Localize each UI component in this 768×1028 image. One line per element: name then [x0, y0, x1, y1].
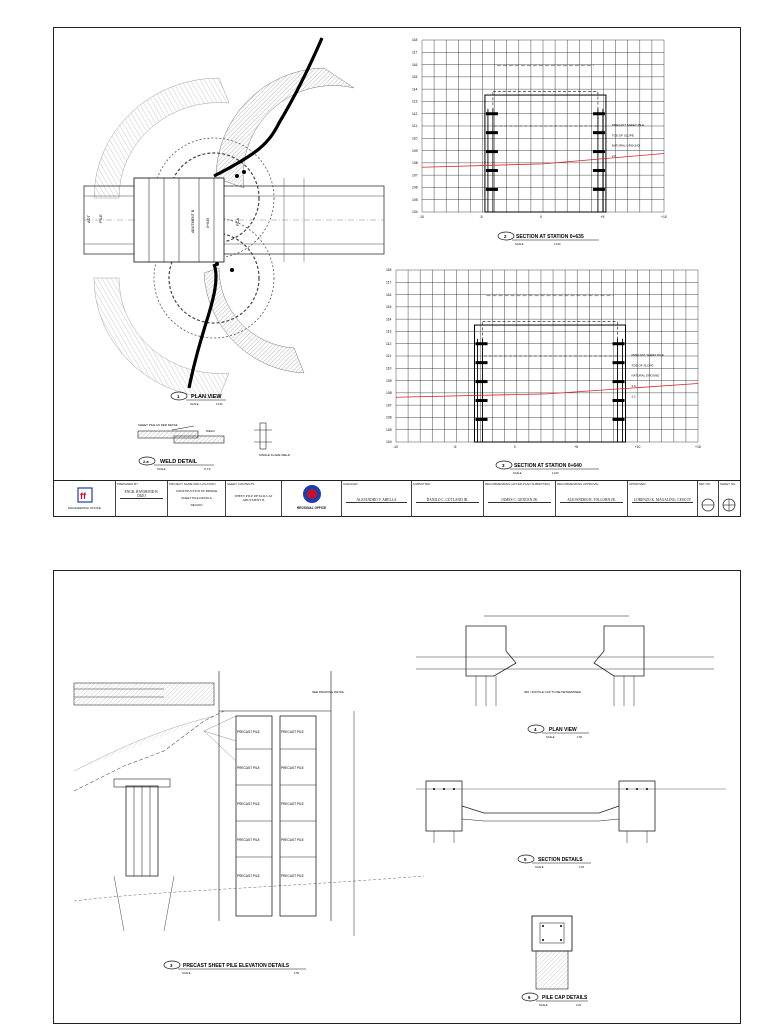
- pile-label-7: PRECAST PILE: [237, 838, 260, 842]
- pile-label-9: PRECAST PILE: [237, 874, 260, 878]
- plan-label-station: 0+635: [206, 217, 210, 228]
- plan-view-number: 1: [177, 394, 180, 399]
- approved-cell: [628, 481, 698, 517]
- section-0640-x-tick: +10: [634, 445, 641, 449]
- section-0635-rebar-mark: [593, 188, 605, 191]
- weld-detail-scale-label: SCALE: [157, 468, 166, 471]
- pile-cap-scale-label: SCALE: [539, 1004, 548, 1007]
- section-0635-y-tick: 111: [412, 124, 418, 129]
- elevation-number: 3: [170, 963, 173, 968]
- section-0635-scale-value: 1:100: [554, 243, 561, 246]
- section-0640-natural-ground-line: [396, 384, 698, 398]
- section-0640-y-tick: 104: [386, 440, 392, 445]
- plan-label-adt: ADT: [86, 215, 91, 223]
- approved-by-name: LORENZO K. MAGALING, CESO IV: [633, 498, 692, 502]
- section-0635-y-tick: 106: [412, 185, 418, 190]
- section-0635-title: SECTION AT STATION 0+635: [516, 234, 584, 240]
- section-0640-x-tick: +5: [574, 445, 579, 449]
- pile-label-2: PRECAST PILE: [281, 730, 304, 734]
- plan-view-4-drawing: [416, 616, 714, 706]
- drawing-sheet-1: [53, 27, 741, 517]
- project-line-3: REGION: [190, 503, 203, 507]
- checked-by-name: ALEJANDRO V. ABELLA: [346, 498, 407, 503]
- section-5-scale-label: SCALE: [535, 866, 544, 869]
- elevation-scale-label: SCALE: [182, 972, 191, 975]
- sheet-contents-text: SHEET PILE DETAILS AT ABUTMENT B: [234, 494, 273, 502]
- section-0635-rebar-mark: [486, 188, 498, 191]
- section-0635-rebar-mark: [593, 112, 605, 115]
- section-0640-deck: [483, 322, 618, 356]
- section-0635-x-tick: 0: [540, 215, 542, 219]
- section-0640-rebar-mark: [613, 342, 625, 345]
- prepared-by-name: ENGR. RAYMOND B. DIZO: [120, 490, 163, 499]
- section-0635-x-tick: +10: [661, 215, 667, 219]
- section-0635-rebar-mark: [486, 169, 498, 172]
- elevation-caption: [164, 961, 306, 975]
- section-0640-rebar-mark: [613, 380, 625, 383]
- pile-label-8: PRECAST PILE: [281, 838, 304, 842]
- checked-heading: CHECKED: [343, 482, 358, 486]
- weld-note-weld: WELD: [206, 429, 215, 433]
- recommending-approval-cell: [556, 481, 628, 517]
- section-0635-y-tick: 108: [412, 161, 418, 166]
- section-0635-y-tick: 107: [412, 173, 418, 178]
- section-details-caption: [518, 855, 591, 869]
- plan-4-note: 300 / 300 PILE CAP TO BE DETERMINED: [524, 690, 582, 694]
- section-0640-rebar-mark: [476, 380, 488, 383]
- elevation-scale-value: 1:50: [294, 972, 300, 975]
- section-0640-x-tick: -5: [453, 445, 457, 449]
- prepared-by-cell: [116, 481, 168, 517]
- plan-view-4-caption: [528, 725, 589, 739]
- section-0635-note: TOE OF SLOPE: [611, 133, 634, 138]
- section-0635-rebar-mark: [593, 169, 605, 172]
- plan-view-scale-label: SCALE: [190, 403, 199, 406]
- section-0640-x-tick: -10: [393, 445, 398, 449]
- section-0640-drawing: [386, 268, 701, 449]
- recommending-cell: [484, 481, 556, 517]
- submitted-cell: [412, 481, 484, 517]
- recommending-approval-heading: RECOMMENDING APPROVAL: [557, 482, 599, 486]
- section-0640-title: SECTION AT STATION 0+640: [514, 463, 582, 469]
- weld-note-flare: SINGLE FLARE WELD: [259, 453, 291, 457]
- svg-text:ff: ff: [80, 491, 86, 501]
- section-0635-rebar-mark: [486, 131, 498, 134]
- pile-cap-title: PILE CAP DETAILS: [542, 995, 588, 1001]
- section-0640-structure: [475, 325, 626, 442]
- section-0640-y-tick: 113: [386, 329, 392, 334]
- elevation-title: PRECAST SHEET PILE ELEVATION DETAILS: [183, 963, 290, 969]
- weld-note-sheet-pile: SHEET PILE AS PER DETAIL: [138, 423, 179, 427]
- section-0640-note: NATURAL GROUND: [631, 373, 660, 378]
- plan-4-title: PLAN VIEW: [549, 727, 577, 733]
- section-0635-y-tick: 112: [412, 111, 418, 116]
- section-0640-y-tick: 105: [386, 427, 392, 432]
- section-0640-y-tick: 118: [386, 268, 392, 273]
- section-0635-scale-label: SCALE: [515, 243, 524, 246]
- section-0640-y-tick: 107: [386, 403, 392, 408]
- plan-view-scale-value: 1:100: [216, 403, 223, 406]
- section-0635-rebar-mark: [593, 131, 605, 134]
- section-5-scale-value: 1:25: [579, 866, 585, 869]
- plan-view-caption: [171, 392, 226, 406]
- section-0635-note: NATURAL GROUND: [611, 143, 640, 148]
- section-0635-y-tick: 113: [412, 99, 418, 104]
- prepared-by-heading: PREPARED BY: [117, 482, 139, 486]
- submitted-heading: SUBMITTED: [413, 482, 431, 486]
- section-0635-drawing: [412, 38, 667, 219]
- pile-label-1: PRECAST PILE: [237, 730, 260, 734]
- section-0640-scale-value: 1:100: [552, 472, 559, 475]
- set-no-heading: SET NO.: [699, 482, 711, 486]
- section-0635-structure: [485, 95, 606, 212]
- section-0635-x-tick: +5: [600, 215, 605, 219]
- pile-label-3: PRECAST PILE: [237, 766, 260, 770]
- section-0640-rebar-mark: [613, 418, 625, 421]
- sheet-contents-heading: SHEET CONTENTS: [227, 482, 255, 486]
- section-0640-y-tick: 110: [386, 366, 392, 371]
- section-0635-x-tick: -5: [479, 215, 483, 219]
- pile-cap-drawing: [532, 916, 572, 989]
- section-5-title: SECTION DETAILS: [538, 857, 583, 863]
- section-0635-note: 2.0: [611, 153, 617, 158]
- section-0640-x-tick: +15: [695, 445, 701, 449]
- plan-label-abutment: ABUTMENT B: [191, 209, 195, 233]
- section-0640-y-tick: 108: [386, 391, 392, 396]
- set-no-cell: [698, 481, 719, 517]
- agency-cell: [282, 481, 342, 517]
- section-0640-y-tick: 115: [386, 305, 392, 310]
- section-0640-y-tick: 112: [386, 341, 392, 346]
- project-cell: [168, 481, 226, 517]
- title-block: [54, 480, 740, 517]
- sheet-pile-elevation-drawing: [74, 671, 424, 936]
- plan-4-scale-value: 1:50: [577, 736, 583, 739]
- section-details-drawing: [416, 781, 726, 843]
- section-0640-x-tick: 0: [513, 445, 516, 449]
- section-0635-rebar-mark: [486, 112, 498, 115]
- section-0640-number: 3: [502, 463, 505, 468]
- section-0640-y-tick: 117: [386, 280, 392, 285]
- pile-label-4: PRECAST PILE: [281, 766, 304, 770]
- company-name: ENGINEERING OFFICE: [68, 506, 101, 510]
- project-line-1: CONSTRUCTION OF BRIDGE: [175, 489, 218, 493]
- section-0635-number: 2: [504, 234, 507, 239]
- project-heading: PROJECT NAME AND LOCATION: [169, 482, 216, 486]
- section-0635-y-tick: 109: [412, 148, 418, 153]
- section-0640-rebar-mark: [476, 399, 488, 402]
- section-0640-rebar-mark: [476, 418, 488, 421]
- sheet-contents-cell: [226, 481, 282, 517]
- recommending-approval-name: ALEJANDRO R. TOLLORN JR.: [560, 498, 623, 503]
- section-0635-y-tick: 118: [412, 38, 418, 43]
- section-0640-note: TOE OF SLOPE: [631, 363, 654, 368]
- section-0635-deck: [493, 92, 598, 126]
- drawing-sheet-2: [53, 570, 741, 1024]
- section-0640-y-tick: 114: [386, 317, 392, 322]
- sheet-2-drawing: [54, 571, 740, 1023]
- project-line-2: SHEET PILE DETAILS: [181, 496, 212, 500]
- plan-view-drawing: [84, 38, 384, 398]
- section-0635-rebar-mark: [486, 150, 498, 153]
- section-5-number: 5: [524, 857, 527, 862]
- sheet-no-symbol: [719, 487, 740, 517]
- section-0635-y-tick: 104: [412, 210, 418, 215]
- section-0640-y-tick: 116: [386, 292, 392, 297]
- sheet-no-cell: [719, 481, 740, 517]
- submitted-by-name: DANILO C. CUTLAND JR.: [416, 498, 479, 503]
- section-0640-rebar-mark: [613, 361, 625, 364]
- section-0635-caption: [498, 232, 599, 246]
- title-block-logo-cell: [54, 481, 116, 517]
- pile-cap-scale-value: 1:20: [576, 1004, 582, 1007]
- recommending-heading: RECOMMENDING (AFTER PLAN SUBMITTED): [485, 482, 550, 486]
- pile-label-6: PRECAST PILE: [281, 802, 304, 806]
- company-logo: [54, 481, 116, 517]
- elevation-top-note: SEE DRAWING DETAIL: [312, 690, 345, 694]
- section-0640-rebar-mark: [613, 399, 625, 402]
- section-0640-note: PRECAST SHEET PILE: [631, 353, 664, 357]
- plan-label-pca: PCA: [235, 217, 240, 226]
- section-0640-rebar-mark: [476, 342, 488, 345]
- plan-label-pile: PILE: [98, 214, 103, 223]
- checked-cell: [342, 481, 412, 517]
- pile-label-5: PRECAST PILE: [237, 802, 260, 806]
- sheet-1-drawing: [54, 28, 740, 480]
- section-0640-y-tick: 109: [386, 378, 392, 383]
- sheet-no-heading: SHEET NO.: [720, 482, 737, 486]
- weld-detail-title: WELD DETAIL: [160, 459, 198, 465]
- section-0640-note: 2.2: [631, 394, 636, 399]
- set-no-symbol: [698, 487, 719, 517]
- section-0640-y-tick: 111: [386, 354, 392, 359]
- pile-label-10: PRECAST PILE: [281, 874, 304, 878]
- agency-seal: [282, 481, 342, 517]
- section-0640-rebar-mark: [476, 361, 488, 364]
- section-0640-scale-label: SCALE: [513, 472, 522, 475]
- recommending-by-name: JAMES C. GENCEN JR.: [488, 498, 551, 503]
- pile-cap-number: 6: [528, 995, 531, 1000]
- section-0635-y-tick: 117: [412, 50, 418, 55]
- agency-name: REGIONAL OFFICE: [296, 506, 327, 510]
- section-0640-y-tick: 106: [386, 415, 392, 420]
- approved-heading: APPROVED: [629, 482, 646, 486]
- section-0635-x-tick: -10: [419, 215, 424, 219]
- weld-detail-number: 2.a: [143, 459, 149, 464]
- section-0635-y-tick: 116: [412, 62, 418, 67]
- section-0635-y-tick: 114: [412, 87, 418, 92]
- section-0640-caption: [496, 461, 599, 475]
- pile-cap-caption: [522, 993, 588, 1007]
- plan-view-title: PLAN VIEW: [191, 394, 222, 400]
- plan-4-scale-label: SCALE: [546, 736, 555, 739]
- section-0635-y-tick: 105: [412, 197, 418, 202]
- section-0635-y-tick: 110: [412, 136, 418, 141]
- section-0635-y-tick: 115: [412, 75, 418, 80]
- weld-detail-scale-value: N.T.S.: [204, 468, 212, 471]
- weld-detail-drawing: [138, 423, 291, 471]
- section-0635-note: PRECAST SHEET PILE: [611, 123, 645, 127]
- section-0635-rebar-mark: [593, 150, 605, 153]
- section-0640-note: 2.0: [631, 383, 636, 388]
- plan-4-number: 4: [534, 727, 537, 732]
